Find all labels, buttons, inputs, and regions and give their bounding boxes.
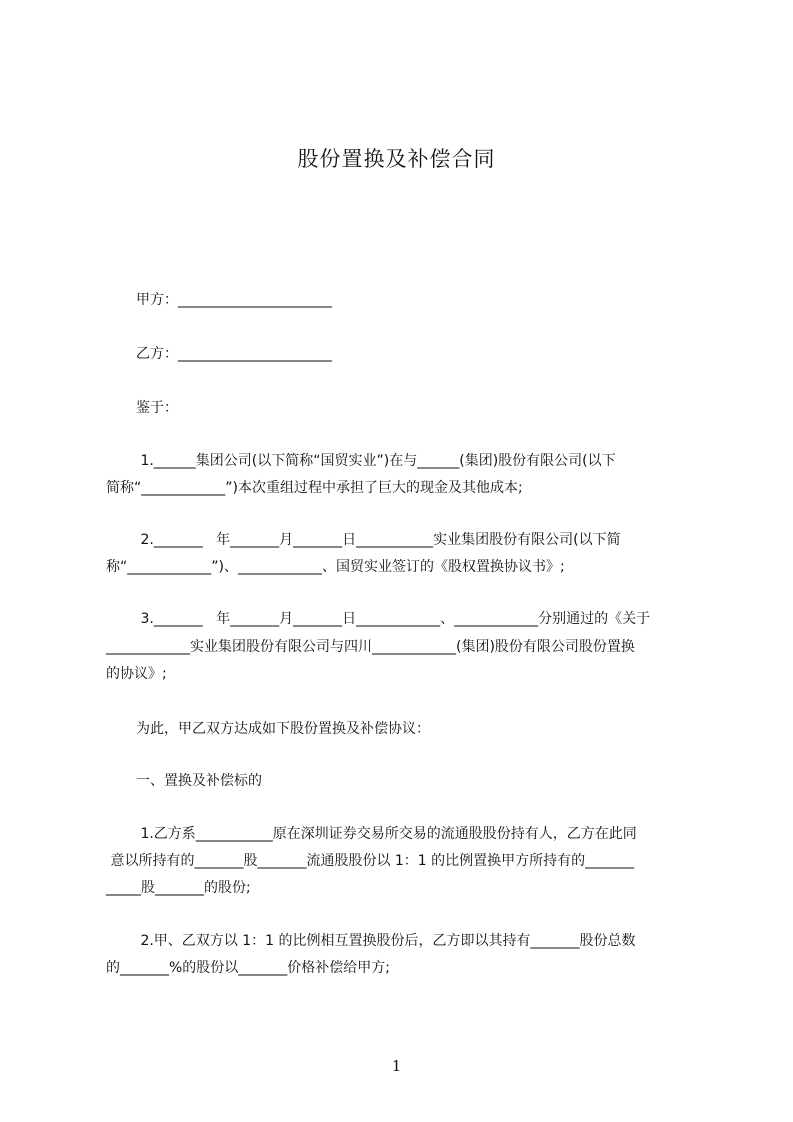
clause-1-line-2: 意以所持有的_______股_______流通股股份以 1：1 的比例置换甲方所持有的_______ (106, 853, 635, 869)
party-a-line: 甲方：______________________ (136, 292, 332, 308)
whereas-heading: 鉴于： (136, 400, 178, 416)
recital-3-line-1: 3._______ 年_______月_______日____________、____________分别通过的《关于 (136, 611, 651, 627)
recital-3-line-2: ____________实业集团股份有限公司与四川____________(集团)股份有限公司股份置换 (106, 639, 635, 655)
document-title: 股份置换及补偿合同 (297, 147, 496, 171)
clause-2-line-1: 2.甲、乙双方以 1：1 的比例相互置换股份后，乙方即以其持有_______股份总数 (136, 933, 636, 949)
clause-1-line-3: _____股_______的股份; (106, 880, 251, 896)
recital-1-line-1: 1.______集团公司(以下简称“国贸实业”)在与______(集团)股份有限公司(以下 (136, 453, 616, 469)
clause-2-line-2: 的_______%的股份以_______价格补偿给甲方; (106, 960, 391, 976)
page-number: 1 (391, 1057, 402, 1075)
recital-2-line-2: 称“____________”)、____________、国贸实业签订的《股权置换协议书》; (106, 559, 565, 575)
recital-1-line-2: 简称“____________”)本次重组过程中承担了巨大的现金及其他成本; (106, 480, 523, 496)
recital-2-line-1: 2._______ 年_______月_______日___________实业集团股份有限公司(以下简 (136, 532, 621, 548)
clause-1-line-1: 1.乙方系___________原在深圳证券交易所交易的流通股股份持有人，乙方在此同 (136, 826, 637, 842)
agreement-intro: 为此，甲乙双方达成如下股份置换及补偿协议： (136, 721, 430, 737)
party-b-line: 乙方：______________________ (136, 346, 332, 362)
section-1-heading: 一、置换及补偿标的 (136, 773, 262, 789)
recital-3-line-3: 的协议》; (106, 666, 167, 682)
